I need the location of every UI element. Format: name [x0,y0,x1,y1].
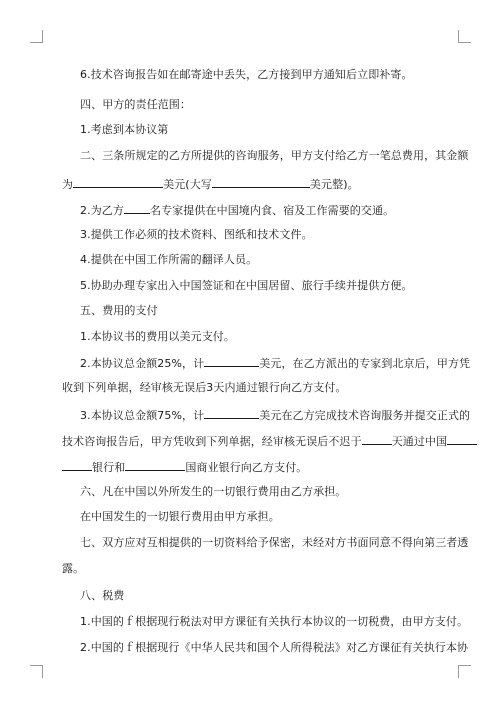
text-segment: 美元在乙方完成技术咨询服务并提交正式的 [259,409,471,422]
text-line: 在中国发生的一切银行费用由甲方承担。 [80,510,280,523]
text-line [62,459,307,475]
text-line: 5.协助办理专家出入中国签证和在中国居留、旅行手续并提供方便。 [80,279,413,292]
crop-mark-bottom-left [30,665,43,678]
text-segment: 美元，在乙方派出的专家到北京后，甲方凭 [259,357,471,370]
text-line: 6.技术咨询报告如在邮寄途中丢失，乙方接到甲方通知后立即补寄。 [80,68,413,81]
section-heading: 五、费用的支付 [80,304,158,317]
text-segment: 银行和 [92,461,126,474]
fill-in-blank [212,176,310,188]
crop-mark-top-left [30,30,43,43]
text-line: 二、三条所规定的乙方所提供的咨询服务，甲方支付给乙方一笔总费用，其金额 [80,149,469,162]
text-line [80,407,470,423]
text-line: 七、双方应对互相提供的一切资料给予保密，未经对方书面同意不得向第三者透 [80,536,469,549]
text-line: 露。 [62,562,85,575]
text-line: 4.提供在中国工作所需的翻译人员。 [80,253,258,266]
text-line [62,176,359,192]
text-segment: 天通过中国 [391,435,448,448]
text-line: 1.中国的ｆ根据现行税法对甲方课征有关执行本协议的一切税费，由甲方支付。 [80,615,469,628]
text-segment: 2.本协议总金额25%，计 [80,357,205,370]
fill-in-blank [62,459,92,471]
fill-in-blank [204,407,259,419]
text-segment: 为 [62,178,74,191]
section-heading: 四、甲方的责任范围： [80,98,191,111]
section-heading: 八、税费 [80,589,125,602]
text-segment: 技术咨询报告后，甲方凭收到下列单据，经审核无误后不迟于 [62,435,362,448]
text-segment: 美元整)。 [309,178,359,191]
text-segment: 3.本协议总金额75%，计 [80,409,205,422]
text-segment: 国商业银行向乙方支付。 [185,461,308,474]
text-line [62,433,477,449]
text-line: 1.本协议书的费用以美元支付。 [80,330,235,343]
text-segment: 2.为乙方 [80,204,124,217]
crop-mark-top-right [458,30,471,43]
fill-in-blank [204,355,259,367]
text-line: 1.考虑到本协议第 [80,123,169,136]
fill-in-blank [124,202,150,214]
fill-in-blank [73,176,163,188]
fill-in-blank [362,433,392,445]
text-line: 收到下列单据，经审核无误后3天内通过银行向乙方支付。 [62,381,347,394]
text-segment: 美元(大写 [163,178,212,191]
fill-in-blank [125,459,185,471]
text-line [80,202,394,218]
fill-in-blank [447,433,477,445]
text-line: 2.中国的ｆ根据现行《中华人民共和国个人所得税法》对乙方课征有关执行本协 [80,641,469,654]
text-line: 六、凡在中国以外所发生的一切银行费用由乙方承担。 [80,485,347,498]
text-line: 3.提供工作必须的技术资料、图纸和技术文件。 [80,228,313,241]
crop-mark-bottom-right [458,665,471,678]
text-segment: 名专家提供在中国境内食、宿及工作需要的交通。 [150,204,395,217]
text-line [80,355,470,371]
